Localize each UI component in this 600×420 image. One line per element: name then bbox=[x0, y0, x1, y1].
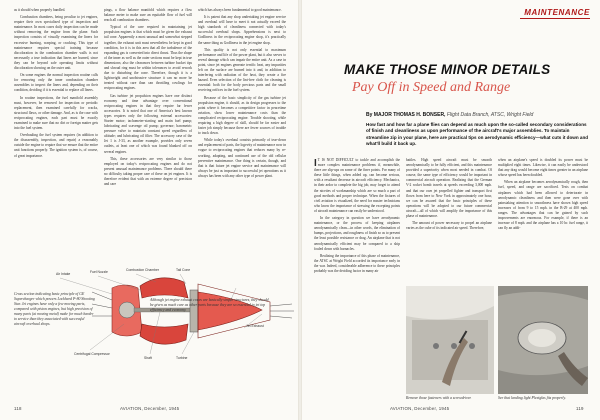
paragraph: battles. High speed aircraft must be smooth aerodynamically to be fully efficient, and this maintenance provided a superiority when most needed in combat. Of course, the same type of efficiency would be important in commercial aircraft operation. Realizing that the German V-2 rocket bomb travels at speeds exceeding 3,000 mph. and that our own jet propelled fighter and transport first flown from here to New York in approximately one hour, we can be assured that the basic principles of these operations will be adopted to our future commercial aircraft—all of which will amplify the importance of this phase of maintenance. bbox=[406, 158, 492, 219]
paragraph: This quality is not only essential to maximum performance and life of the power plant, but it also serves to reveal damage which can impair the entire unit. As a case in point, since jet engines generate terrific heat, any impurities left on the surface are burned into it and, in addition to interfering with radiation of the heat, they create a fire hazard. Even selection of the lint-free cloth for cleaning is essential: both for the body precious parts and the small receiving orifices in the fuel system. bbox=[198, 47, 286, 93]
paragraph: as it should when properly handled. bbox=[14, 8, 66, 12]
photo-landing-light bbox=[498, 286, 588, 394]
section-tag: MAINTENANCE bbox=[524, 8, 590, 17]
right-column-2 bbox=[406, 158, 492, 280]
label-turbine: Turbine bbox=[176, 356, 188, 360]
diagram-caption: Cross section indicating basic principle of GE Supercharger which powers Lockheed P-80 Shooting Star. Jet engines have only a few moving parts, compared with piston engines, but high precision of many parts (at moving metal) make for much harder to service than they associated with successful aircraft overhaul shops. bbox=[14, 292, 95, 326]
paragraph: Typical of the care required in maintaining jet propulsion engines is that which must be given the exhaust tail cone. Apparently a most unusual and somewhat stepped together, the exhaust unit must nevertheless be kept in good condition, for it is in this area that all the turbulence of the expanding gas is converted into direct thrust. Thus the shape of the inner as well as the outer sections must be kept in true dimensions; also the clearances between turbine bucket tips and shroud ring must be within tolerances to avoid rework due to disturbing the cone. Therefore, though it is a lightweight and unobtrusive structure it can no more be treated without care than can throttling cowlings for reciprocating engines. bbox=[104, 25, 192, 91]
article-lede: How fast and how far a plane flies can depend as much upon the so-called secondary considerations of finish and cleanliness as upon performance of the aircraft's major assemblies. To maintain streamline zip in your plane, here are practical tips on aerodynamic efficiency—what cuts it down and what'll build it back up. bbox=[366, 122, 589, 146]
paragraph: when an airplane's speed is doubled its power must be multiplied eight times. Likewise, it can easily be understood that any drag would become eight times greater in an airplane whose speed has been doubled. bbox=[498, 158, 588, 178]
compressor-hub bbox=[119, 302, 135, 318]
paragraph-text: T IS NOT DIFFICULT to tackle and accomplish the more complex maintenance problems if, meanwhile, there are slip-ups on some of the finer points. For many of these little things, when added up, can become serious, with a resultant decrease in aircraft efficiency. Mechanics, in their ardor to complete the big job, may forget to attend the niceties of workmanship which are so much a part of good methods and proper technique. When the fixtures of civil aviation is visualized, the need for master technicians who know the importance of stressing the excepting points of aircraft maintenance can easily be understood. bbox=[314, 158, 400, 213]
photo2-caption: See that landing light Plexiglas fits properly. bbox=[498, 396, 566, 400]
label-jet-exhaust: Jet Exhaust bbox=[246, 324, 264, 328]
left-column-3 bbox=[198, 8, 286, 211]
paragraph: Gas turbine jet propulsion engines have one distinct economy and time advantage over conventional reciprocating engines in that they require far fewer accessories. It is noted that one of America's best known types requires only the following external accessories: Starter motor; tachometer-starting and main fuel pump; lubricating and scavenge oil pump; governor; barometric pressure valve to maintain constant speed regardless of altitude; and lubricating oil filter. The accessory case of the Jet 1 is J-33, as another example, provides only seven outlets, at least one of which was found blanked off on several engines. bbox=[104, 93, 192, 154]
paragraph: Because of the basic simplicity of the gas turbine jet propulsion engine, it should, as its design progresses to the point where it becomes a competitive factor in peacetime aviation, show lower maintenance costs than the complicated reciprocating engine. Trouble shooting, while requiring a high degree of skill, should be far easier and faster job simply because there are fewer sources of trouble to track down. bbox=[198, 95, 286, 136]
airflow-arrows bbox=[92, 292, 112, 316]
page-number-right: 119 bbox=[576, 406, 584, 411]
article-subtitle: Pay Off in Speed and Range bbox=[352, 80, 511, 95]
paragraph: In the category in question we have aerodynamic maintenance, or the process of keeping airplanes aerodynamically clean—in other words, the elimination of bumps, projections, and roughness of finish so as to present the least possible resistance or drag. An airplane that is not aerodynamically efficient may be compared to a ship fouled down with barnacles. bbox=[314, 216, 400, 251]
left-column-1 bbox=[14, 8, 98, 223]
label-tail-cone: Tail Cone bbox=[176, 268, 191, 272]
right-column-3 bbox=[498, 158, 588, 280]
paragraph: Realizing the importance of this phase of maintenance, the ATSC at Wright Field accorded its importance early in the war. Indeed, considerable adherence to these principles probably was the deciding factor in many air bbox=[314, 253, 400, 273]
paragraph: It is patent that any shop undertaking jet engine service and overhaul will have to meet it not actually exceed the high standards of cleanliness connected with today's successful overhaul shops. Apprehensions is next to Godliness in the reciprocating engine shop, it's practically the same thing as Godliness in the jet engine shop. bbox=[198, 15, 286, 45]
article-title: MAKE THOSE MINOR DETAILS bbox=[344, 62, 551, 77]
left-column-2 bbox=[104, 8, 192, 211]
publication-line-right: AVIATION, December, 1945 bbox=[390, 406, 450, 411]
paragraph: The amount of power necessary to propel an airplane varies as the cube of its indicated air speed. Therefore, bbox=[406, 221, 492, 231]
right-column-1 bbox=[314, 158, 400, 406]
label-air-intake: Air Intake bbox=[56, 272, 71, 276]
paragraph: which has always been fundamental to good maintenance. bbox=[198, 8, 282, 12]
section-rule bbox=[520, 18, 590, 19]
page-number-left: 118 bbox=[14, 406, 22, 411]
paragraph: In routine inspections, the fuel manifold assembly must, however, be removed for inspection or periodic replacement, then examined carefully for cracks, structural flaws, or other damage. And, as is the case with reciprocating engines, each part must be exactly examined to make sure that no dirt or foreign matter gets into the fuel system. bbox=[14, 95, 98, 131]
label-fuel-nozzle: Fuel Nozzle bbox=[90, 270, 108, 274]
drop-cap: I bbox=[314, 158, 317, 169]
paragraph: While today's overhaul consists primarily of tear-down and replacement of parts, the logevity of maintenance now in vogue to reciprocating engines that reduces many by re-working, adapting, and continued use of the old cellular preventive maintenance. One thing is certain, though, and that is that future jet engine service and maintenance will always be just as important to successful jet operations as it always has been with any other type of power plant. bbox=[198, 138, 286, 178]
combustion-chamber-upper bbox=[140, 278, 188, 298]
landing-light-photo-art bbox=[498, 286, 588, 394]
paragraph: Overhauling the fuel system requires (in addition to the disassembly, inspection, and repair) a reasonably outside the engine to require that we ensure that the entire unit functions properly. The ignition system is, of course, of great importance. bbox=[14, 133, 98, 158]
combustion-chamber-lower bbox=[140, 324, 188, 344]
right-page bbox=[300, 0, 600, 420]
label-combustion-chamber: Combustion Chamber bbox=[126, 268, 159, 272]
label-shaft: Shaft bbox=[144, 356, 152, 360]
paragraph: On some engines the normal inspection routine calls for removing only the inner combustion chamber assemblies to inspect the liners and, depending on their condition, deciding if it is essential to replace all liners. bbox=[14, 73, 98, 93]
fastener-photo-art bbox=[406, 286, 494, 394]
photo-fastener-removal bbox=[406, 286, 494, 394]
byline bbox=[366, 112, 533, 118]
photo1-caption: Remove those fasteners with a screwdriver. bbox=[406, 396, 472, 400]
label-centrifugal-compressor: Centrifugal Compressor bbox=[74, 352, 110, 356]
byline-affiliation: Flight Data Branch, ATSC, Wright Field bbox=[446, 112, 534, 118]
jet-engine-diagram bbox=[0, 262, 300, 402]
byline-author: By MAJOR THOMAS H. BONSER, bbox=[366, 112, 446, 118]
exhaust-arrows bbox=[270, 304, 294, 318]
publication-line-left: AVIATION, December, 1945 bbox=[120, 406, 180, 411]
paragraph: Combustion chambers, being peculiar to jet engines, require their own specialized type of inspection and maintenance. In most cases daily inspection can be made without removing the engine from the plane. Such inspection consists of visually examining the liners for excessive burning, warping, or cracking. This type of maintenance requires special training because discoloration in the combustion chamber walls is not necessarily a true indication that liners are burned, since they can be beyond safe operating limits without discoloration showing on the outer unit. bbox=[14, 15, 98, 71]
paragraph: When an airplane becomes aerodynamically rough, then fuel, speed, and range are sacrificed. Tests on combat airplanes which had been allowed to deteriorate in aerodynamic cleanliness and then were gone over with painstaking attention to smoothness have shown high speed increases of from 9 to 15 mph. in the B-29 at 400 mph. ranges. The advantages that can be gained by such improvements are enormous. For example, if there is an increase of 8 mph. and the airplane has a 10 hr. fuel range, it can fly an addi- bbox=[498, 180, 588, 231]
paragraph: This, these accessories are very similar to those employed on today's reciprocating engines and do not present unusual maintenance problems. There should there no difficulty taking proper care of these on jet engines. It is therefore evident that with an extreme degree of precision and care bbox=[104, 156, 192, 187]
paragraph: pings, a flow balance manifold which requires a flow balance meter to make sure an equitable flow of fuel will reach all combustion chambers. bbox=[104, 8, 192, 23]
first-paragraph bbox=[314, 158, 400, 214]
tail-cone-caption: Although jet engine exhaust cones are basically simple structures, they should be given as much care as other parts because they are so essential to jet top efficiency and economy. bbox=[150, 298, 269, 312]
